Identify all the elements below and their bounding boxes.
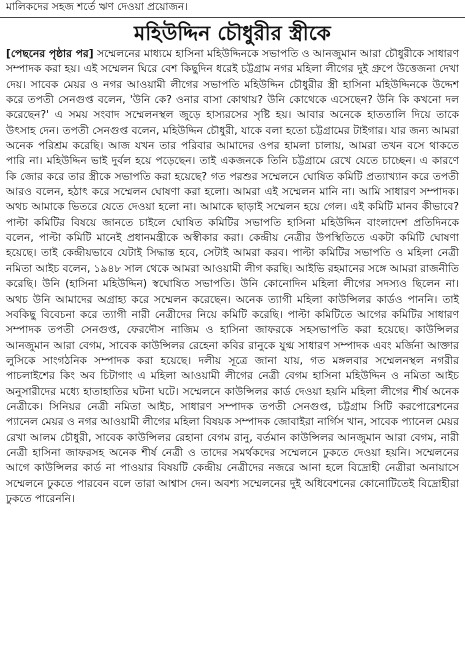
article-headline: মহিউদ্দিন চৌধুরীর স্ত্রীকে [134,21,331,45]
continuation-label: [পেছনের পৃষ্ঠার পর] [6,48,94,60]
article-body-text: সম্মেলনের মাধ্যমে হাসিনা মহিউদ্দিনকে সভাপতি ও আনজুমান আরা চৌধুরীকে সাধারণ সম্পাদক করা হয়। এই সম্মেলন ঘিরে বেশ কিছুদিন ধরেই চট্টগ্রাম নগর মহিলা লীগের দুই গ্রুপে উত্তেজনা দেখা দেয়। সাবেক মেয়র ও নগর আওয়ামী লীগের সভাপতি মহিউদ্দিন চৌধুরীর স্ত্রী হাসিনা মহিউদ্দিনকে উদ্দেশ করে তপতী সেনগুপ্ত বলেন, 'উনি কে? ওনার বাসা কোথায়? উনি কোথেকে এসেছেন? উনি কি কখনো দল করেছেন?' এ সময় সংবাদ সম্মেলনস্থল জুড়ে হাস্যরসের সৃষ্টি হয়। আবার অনেকে হাততালি দিয়ে তাকে উৎসাহ দেন। তপতী সেনগুপ্ত বলেন, মহিউদ্দিন চৌধুরী, যাকে বলা হতো চট্টগ্রামের টাইগার। যার জন্য আমরা অনেক পরিশ্রম করেছি। আজ যখন তার পরিবার আমাদের ওপর হামলা চালায়, আমরা তখন বসে থাকতে পারি না। মহিউদ্দিন ভাই দুর্বল হয়ে পড়েছেন। তাই একজনকে তিনি চট্টগ্রামে রেখে যেতে চাচ্ছেন। এ কারণে কি জোর করে তার স্ত্রীকে সভাপতি করা হয়েছে? গত পরশুর সম্মেলনে ঘোষিত কমিটি প্রত্যাখ্যান করে তপতী আরও বলেন, হঠাৎ করে সম্মেলন ঘোষণা করা হলো। আমরা এই সম্মেলন মানি না। আমি সাধারণ সম্পাদক। অথচ আমাকে ভিতরে যেতে দেওয়া হলো না। আমাকে ছাড়াই সম্মেলন হয়ে গেল। এই কমিটি মানব কীভাবে? পাল্টা কমিটির বিষয়ে জানতে চাইলে ঘোষিত কমিটির সভাপতি হাসিনা মহিউদ্দিন বাংলাদেশ প্রতিদিনকে বলেন, পাল্টা কমিটি মানেই প্রধানমন্ত্রীকে অস্বীকার করা। কেন্দ্রীয় নেত্রীর উপস্থিতিতে একটা কমিটি ঘোষণা হয়েছে। তাই কেন্দ্রীয়ভাবে যেটাই সিদ্ধান্ত হবে, সেটাই আমরা করব। পাল্টা কমিটির সভাপতি ও মহিলা নেত্রী নমিতা আইচ বলেন, ১৯৪৮ সাল থেকে আমরা আওয়ামী লীগ করছি। আইভি রহমানের সঙ্গে আমরা রাজনীতি করেছি। উনি (হাসিনা মহিউদ্দিন) স্বঘোষিত সভাপতি। উনি কোনোদিন মহিলা লীগের সদস্যও ছিলেন না। অথচ উনি আমাদের অগ্রাহ্য করে সম্মেলন করেছেন। অনেক ত্যাগী মহিলা কাউন্সিলর কার্ডও পাননি। তাই সবকিছু বিবেচনা করে ত্যাগী নারী নেত্রীদের নিয়ে কমিটি করেছি। পাল্টা কমিটিতে আগের কমিটির সাধারণ সম্পাদক তপতী সেনগুপ্ত, ফেরদৌস নাজিম ও হাসিনা জাফরকে সহসভাপতি করা হয়েছে। কাউন্সিলর আনজুমান আরা বেগম, সাবেক কাউন্সিলর রেহেনা কবির রানুকে যুগ্ম সাধারণ সম্পাদক এবং মর্জিনা আক্তার লুসিকে সাংগঠনিক সম্পাদক করা হয়েছে। দলীয় সূত্রে জানা যায়, গত মঙ্গলবার সম্মেলনস্থল নগরীর পাচলাইশের কিং অব চিটাগাং এ মহিলা আওয়ামী লীগের নেত্রী বেগম হাসিনা মহিউদ্দিন ও নমিতা আইচ অনুসারীদের মধ্যে হাতাহাতির ঘটনা ঘটে। সম্মেলনে কাউন্সিলর কার্ড দেওয়া হয়নি মহিলা লীগের শীর্ষ অনেক নেত্রীকে। সিনিয়র নেত্রী নমিতা আইচ, সাধারণ সম্পাদক তপতী সেনগুপ্ত, চট্টগ্রাম সিটি করপোরেশনের প্যানেল মেয়র ও নগর আওয়ামী লীগের মহিলা বিষয়ক সম্পাদক জোবাইরা নার্গিস খান, সাবেক প্যানেল মেয়র রেখা আলম চৌধুরী, সাবেক কাউন্সিলর রেহানা বেগম রানু, বর্তমান কাউন্সিলর আনজুমান আরা বেগম, নারী নেত্রী হাসিনা জাফরসহ অনেক শীর্ষ নেত্রী ও তাদের সমর্থকদের সম্মেলনে ঢুকতে দেওয়া হয়নি। সম্মেলনের আগে কাউন্সিলর কার্ড না পাওয়ার বিষয়টি কেন্দ্রীয় নেত্রীদের নজরে আনা হলে বিদ্রোহী নেত্রীরা অনায়াসে সম্মেলনে ঢুকতে পারবেন বলে তারা আশ্বাস দেন। অবশ্য সম্মেলনের দুই অধিবেশনের কোনোটিতেই বিদ্রোহীরা ঢুকতে পারেননি। [6,48,459,505]
article-body [6,47,459,507]
previous-article-fragment: মালিকদের সহজ শর্তে ঋণ দেওয়া প্রয়োজন। [6,1,188,13]
column-divider [0,17,465,18]
